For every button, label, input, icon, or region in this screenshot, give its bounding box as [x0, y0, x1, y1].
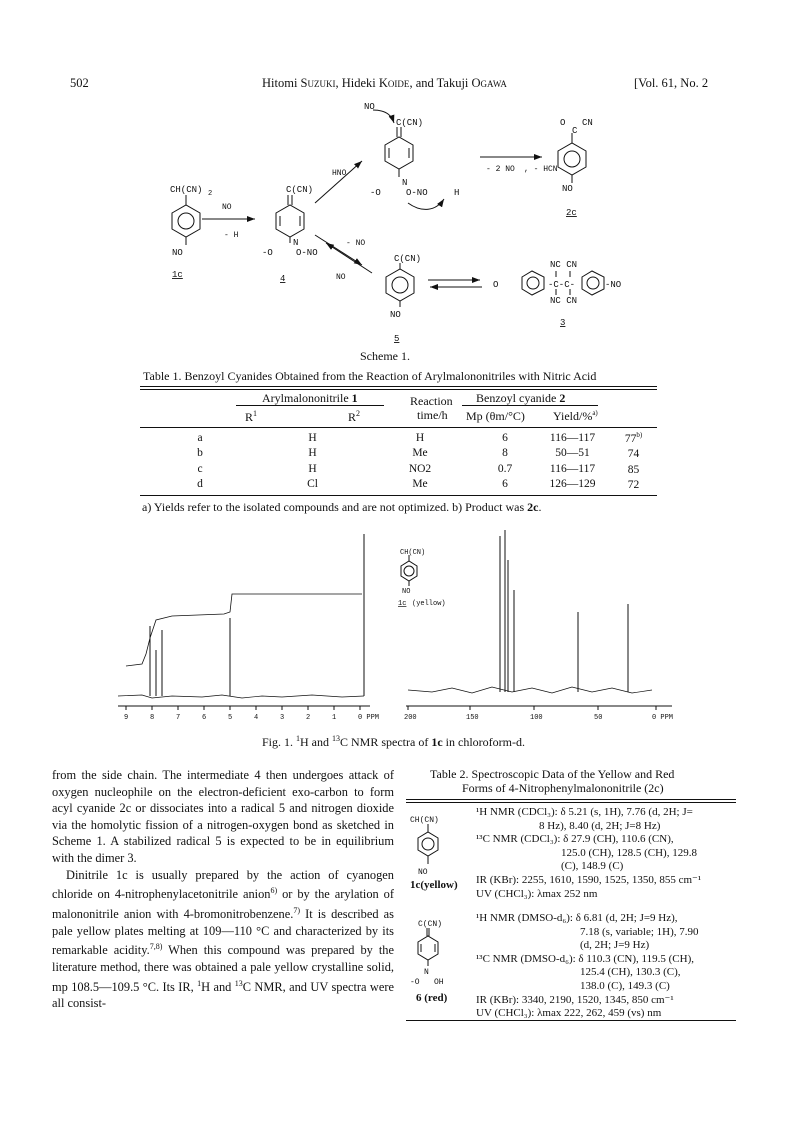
nmr-line: 125.4 (CH), 130.3 (C), — [580, 966, 681, 979]
table-cell-r2 — [365, 461, 475, 477]
nmr-line: 7.18 (s, variable; 1H), 7.90 — [580, 925, 699, 938]
table2-title-line2: Forms of 4-Nitrophenylmalononitrile (2c) — [462, 781, 664, 795]
c-tick-label: 150 — [466, 714, 479, 722]
caption-text: C NMR spectra of — [340, 735, 432, 749]
cell-text: 126—129 — [549, 478, 596, 491]
footnote-text: a) Yields refer to the isolated compounds and are not optimized. b) Product was — [142, 500, 528, 514]
body-paragraph-2 — [52, 867, 394, 1012]
scheme-label: , - HCN — [524, 165, 558, 174]
structure-label: NO — [418, 868, 428, 877]
structure-label: N — [424, 968, 429, 977]
body-text: When this compound was prepared by the literature method, there was obtained a pale yellow crystalline solid, mp 108.5—109.5 °C. Its IR, — [52, 943, 394, 994]
h-tick-label: 8 — [150, 714, 155, 722]
uv-line: UV (CHCl₃): λmax 222, 262, 459 (vs) nm — [476, 1007, 662, 1020]
structure-label: -O — [410, 978, 420, 987]
cell-text: H — [308, 462, 317, 475]
table-cell-mp — [535, 461, 610, 477]
scheme-label: NO — [390, 310, 401, 320]
table-cell-r1 — [260, 446, 365, 462]
author-surname: Suzuki — [300, 76, 336, 90]
nmr-spectra-figure — [112, 530, 692, 735]
table1-rule-bottom — [140, 495, 657, 496]
footnote-text: . — [538, 500, 542, 514]
scheme-label: NO — [562, 184, 573, 194]
table-cell-mp — [535, 446, 610, 462]
nmr-line: (d, 2H; J=9 Hz) — [580, 939, 650, 952]
cell-text: Me — [412, 478, 428, 491]
table1-group-arylmalononitrile — [262, 391, 358, 406]
body-text: Dinitrile 1c is usually prepared by the action of cyanogen chloride on 4-nitrophenylacetonitrile anion — [52, 867, 394, 902]
table1-col-reaction: Reaction — [410, 394, 453, 408]
cell-text: H — [415, 431, 425, 444]
scheme-caption: Scheme 1. — [360, 349, 410, 363]
ref-sup: 7) — [293, 905, 300, 915]
scheme-label: N — [402, 178, 408, 188]
cell-text: 72 — [627, 479, 640, 492]
table1-group-text: Arylmalononitrile — [262, 391, 352, 405]
scheme-label: 2c — [566, 208, 577, 218]
scheme-label: 2 — [208, 190, 213, 198]
h-tick-label: 2 — [306, 714, 311, 722]
scheme-label: -O — [370, 188, 381, 198]
scheme-label: O-NO — [296, 248, 318, 258]
table-cell-r2 — [365, 430, 475, 446]
nmr-line: 138.0 (C), 149.3 (C) — [580, 979, 670, 992]
structure-label: C(CN) — [418, 920, 443, 929]
ir-line: IR (KBr): 2255, 1610, 1590, 1525, 1350, 855 cm⁻¹ — [476, 873, 702, 886]
nmr-line: 8 Hz), 8.40 (d, 2H; J=8 Hz) — [539, 819, 661, 832]
scheme-label: -C-C- — [548, 280, 576, 290]
table-cell-yield — [610, 446, 657, 462]
h-tick-label: 3 — [280, 714, 285, 722]
table2-title-line1: Table 2. Spectroscopic Data of the Yellow and Red — [430, 767, 675, 781]
c-tick-label: 0 PPM — [652, 714, 674, 722]
table2-rule-top — [406, 802, 736, 803]
scheme-label: - NO — [346, 239, 366, 248]
h-tick-label: 9 — [124, 714, 129, 722]
table-cell-yield — [610, 461, 657, 477]
table1-col-text: R — [348, 410, 357, 424]
table-cell-mp — [535, 477, 610, 493]
scheme-label: - H — [224, 231, 239, 240]
scheme-label: O — [493, 280, 499, 290]
cell-text: b — [197, 447, 203, 460]
body-text: H and — [201, 979, 235, 994]
h-tick-label: 4 — [254, 714, 259, 722]
ref-sup: 1 — [197, 978, 202, 988]
table-cell-r1 — [260, 430, 365, 446]
cell-text: 0.7 — [497, 462, 513, 475]
table-cell-time — [475, 477, 535, 493]
table1-col-sup: 2 — [356, 409, 361, 418]
table1-col-time: time/h — [417, 408, 448, 422]
cell-text: 8 — [502, 447, 508, 460]
cell-text: NO2 — [408, 462, 432, 475]
cell-text: 116—117 — [549, 431, 596, 444]
table1-col-r1 — [245, 409, 257, 425]
scheme-label: C(CN) — [396, 118, 424, 128]
table-cell-id — [140, 430, 260, 446]
footnote-bold: 2c — [527, 500, 539, 514]
c-tick-label: 200 — [404, 714, 417, 722]
nmr-line: 125.0 (CH), 128.5 (CH), 129.8 — [561, 846, 697, 859]
compound-6-label: 6 (red) — [416, 992, 448, 1004]
h-tick-label: 1 — [332, 714, 337, 722]
scheme-label: -NO — [605, 280, 622, 290]
scheme-label: HNO — [332, 169, 347, 178]
table1-rule-top — [140, 386, 657, 387]
cell-text: 85 — [627, 463, 640, 476]
uv-line: UV (CHCl₃): λmax 252 nm — [476, 887, 598, 900]
table1-rule-mid — [140, 427, 657, 428]
scheme-label: C(CN) — [286, 185, 314, 195]
nmr-line: ¹H NMR (CDCl₃): δ 5.21 (s, 1H), 7.76 (d, 2H; J= — [476, 806, 693, 818]
scheme-label: NC CN — [550, 296, 578, 306]
ref-sup: 13 — [234, 978, 243, 988]
cell-text: d — [197, 478, 203, 491]
h-tick-label: 5 — [228, 714, 233, 722]
table1-title: Table 1. Benzoyl Cyanides Obtained from the Reaction of Arylmalononitriles with Nitric Acid — [143, 369, 597, 383]
scheme-label: 4 — [280, 274, 286, 284]
table2-rule-bottom — [406, 1020, 736, 1021]
table1-col-text: R — [245, 410, 254, 424]
ref-sup: 6) — [270, 886, 278, 896]
inset-label: (yellow) — [412, 600, 446, 608]
table-row — [140, 461, 657, 477]
structure-label: CH(CN) — [410, 816, 439, 825]
running-head-authors — [262, 76, 507, 91]
cell-text: a — [197, 431, 203, 444]
c-tick-label: 100 — [530, 714, 543, 722]
body-text: or by the arylation of malononitrile anion with 4-bromonitrobenzene. — [52, 887, 395, 921]
scheme-label: O-NO — [406, 188, 428, 198]
inset-label: 1c — [398, 600, 407, 608]
table1-col-sup: 1 — [253, 409, 258, 418]
table2-rule-top — [406, 799, 736, 800]
table-row — [140, 430, 657, 446]
scheme-label: N — [293, 238, 299, 248]
nmr-line: ¹³C NMR (DMSO-d₆): δ 110.3 (CN), 119.5 (CH), — [476, 952, 694, 965]
c-tick-label: 50 — [594, 714, 603, 722]
body-text: It is described as pale yellow plates melting at 109—110 °C and characterized by its remarkable acidity. — [52, 907, 394, 958]
author-text: Hitomi — [262, 76, 301, 90]
cell-text: 77 — [624, 432, 637, 445]
table-cell-id — [140, 461, 260, 477]
body-paragraph-1: from the side chain. The intermediate 4 then undergoes attack of oxygen nucleophile on the electron-deficient exo-carbon to form acyl cyanide 2c or dissociates into a radical 5 and nitrogen dioxide via the homolytic fission of a nitrogen-oxygen bond as sketched in Scheme 1. A stabilized radical 5 is expected to be in equilibrium with the dimer 3. — [52, 768, 394, 865]
inset-label: CH(CN) — [400, 549, 426, 557]
ir-line: IR (KBr): 3340, 2190, 1520, 1345, 850 cm⁻¹ — [476, 993, 674, 1006]
caption-text: in chloroform-d. — [442, 735, 525, 749]
cell-text: 74 — [627, 448, 640, 461]
cell-sup: b) — [636, 430, 643, 439]
cell-text: 6 — [502, 478, 508, 491]
structure-label: OH — [434, 978, 444, 987]
table1-group-text: Benzoyl cyanide — [476, 391, 560, 405]
scheme-label: 5 — [394, 334, 400, 344]
author-text: , and Takuji — [409, 76, 472, 90]
nmr-line: ¹H NMR (DMSO-d₆): δ 6.81 (d, 2H; J=9 Hz), — [476, 912, 678, 924]
table-cell-yield — [610, 477, 657, 493]
scheme-label: NO — [364, 102, 375, 112]
table1 — [140, 430, 657, 492]
table1-rule-top — [140, 389, 657, 390]
table-cell-mp — [535, 430, 610, 446]
scheme-label: C — [572, 126, 578, 136]
cell-text: 50—51 — [555, 447, 590, 460]
scheme-label: CN — [582, 118, 593, 128]
cell-text: c — [197, 462, 203, 475]
body-text-column — [52, 767, 394, 1012]
table-cell-id — [140, 446, 260, 462]
table1-col-sup: a) — [592, 409, 598, 417]
table-cell-r2 — [365, 477, 475, 493]
h-nmr-baseline — [118, 695, 364, 698]
cell-text: H — [308, 431, 317, 444]
table-cell-id — [140, 477, 260, 493]
table1-group-benzoyl — [476, 391, 565, 406]
h-tick-label: 6 — [202, 714, 207, 722]
figure1-caption — [262, 734, 525, 750]
table1-group-rule — [462, 405, 598, 406]
table-cell-r2 — [365, 446, 475, 462]
author-surname: Ogawa — [471, 76, 507, 90]
cell-text: Cl — [307, 478, 318, 491]
table1-col-mp: Mp (θm/°C) — [466, 409, 525, 423]
nmr-line: (C), 148.9 (C) — [561, 860, 624, 873]
table2-compound-6-data — [476, 912, 736, 1021]
scheme-label: 1c — [172, 270, 183, 280]
table-cell-r1 — [260, 461, 365, 477]
caption-text: H and — [300, 735, 333, 749]
table2-structures — [406, 804, 466, 1014]
author-text: , Hideki — [335, 76, 379, 90]
caption-bold: 1c — [431, 735, 443, 749]
table-cell-r1 — [260, 477, 365, 493]
scheme-label: O — [560, 118, 566, 128]
reaction-scheme — [150, 95, 660, 350]
c-nmr-baseline — [408, 687, 652, 693]
nmr-line: ¹³C NMR (CDCl₃): δ 27.9 (CH), 110.6 (CN), — [476, 833, 674, 846]
table-cell-time — [475, 430, 535, 446]
table1-group-num: 2 — [559, 391, 566, 405]
table1-footnote — [142, 500, 541, 515]
page-number: 502 — [70, 76, 89, 90]
table1-group-rule — [236, 405, 384, 406]
table-cell-time — [475, 446, 535, 462]
scheme-label: NO — [222, 203, 232, 212]
scheme-label: 3 — [560, 318, 566, 328]
cell-text: H — [308, 447, 317, 460]
table-row — [140, 446, 657, 462]
cell-text: Me — [412, 447, 428, 460]
scheme-label: NO — [172, 248, 183, 258]
ref-sup: 7,8) — [149, 942, 163, 952]
cell-text: 116—117 — [549, 462, 596, 475]
scheme-label: - 2 NO — [486, 165, 515, 174]
scheme-label: C(CN) — [394, 254, 422, 264]
table-cell-time — [475, 461, 535, 477]
scheme-label: -O — [262, 248, 273, 258]
table1-group-num: 1 — [351, 391, 358, 405]
cell-text: 6 — [502, 431, 508, 444]
table2-compound-1c-data — [476, 806, 736, 901]
caption-sup: 13 — [332, 734, 341, 743]
scheme-label: NC CN — [550, 260, 578, 270]
compound-1c-label: 1c(yellow) — [410, 879, 458, 891]
table1-col-text: Yield/% — [553, 409, 593, 423]
table1-col-r2 — [348, 409, 360, 425]
h-nmr-integral — [126, 594, 362, 666]
table1-col-yield — [553, 409, 598, 424]
table-row — [140, 477, 657, 493]
scheme-label: NO — [336, 273, 346, 282]
caption-sup: 1 — [296, 734, 301, 743]
scheme-label: H — [454, 188, 460, 198]
author-surname: Koide — [378, 76, 410, 90]
body-text: C NMR, and UV spectra were all consist- — [52, 979, 394, 1011]
h-tick-label: 0 PPM — [358, 714, 380, 722]
h-tick-label: 7 — [176, 714, 181, 722]
table-cell-yield — [610, 430, 657, 446]
inset-label: NO — [402, 588, 411, 596]
scheme-label: CH(CN) — [170, 185, 203, 195]
volume-info: [Vol. 61, No. 2 — [634, 76, 709, 90]
caption-text: Fig. 1. — [262, 735, 297, 749]
